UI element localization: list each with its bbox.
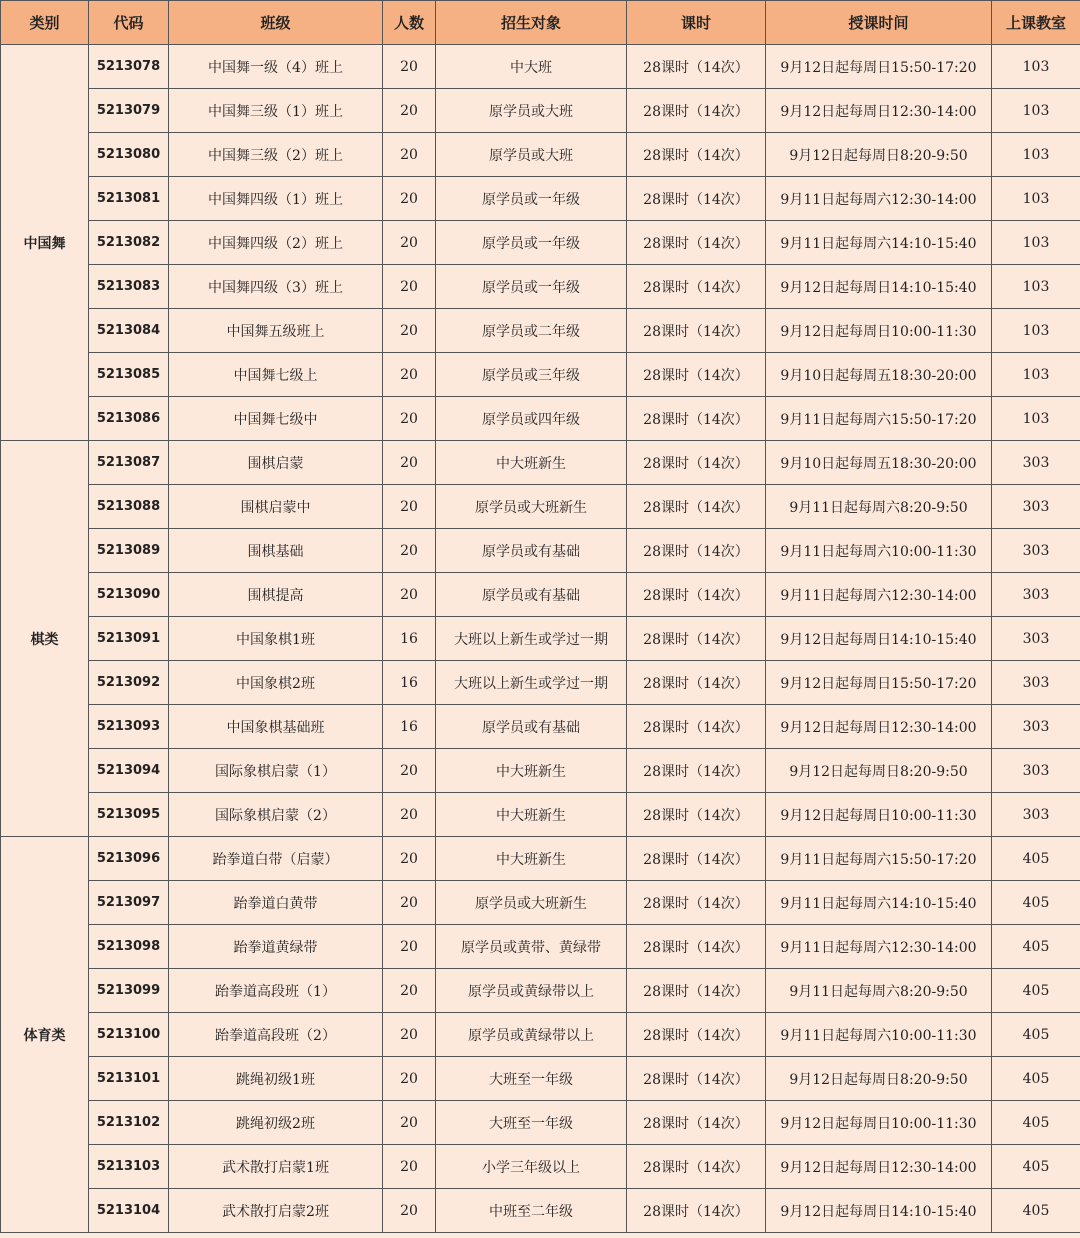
room-cell: 303 [992, 529, 1080, 573]
count-cell: 16 [383, 661, 436, 705]
target-cell: 中大班新生 [436, 441, 627, 485]
target-cell: 原学员或一年级 [436, 177, 627, 221]
code-cell: 5213101 [89, 1057, 169, 1101]
target-cell: 大班以上新生或学过一期 [436, 617, 627, 661]
hours-cell: 28课时（14次） [627, 1189, 766, 1233]
hours-cell: 28课时（14次） [627, 573, 766, 617]
hours-cell: 28课时（14次） [627, 1101, 766, 1145]
class-cell: 中国舞四级（3）班上 [169, 265, 383, 309]
hours-cell: 28课时（14次） [627, 441, 766, 485]
target-cell: 原学员或一年级 [436, 221, 627, 265]
room-cell: 405 [992, 1101, 1080, 1145]
count-cell: 20 [383, 133, 436, 177]
header-room: 上课教室 [992, 1, 1080, 45]
code-cell: 5213095 [89, 793, 169, 837]
class-cell: 围棋基础 [169, 529, 383, 573]
class-cell: 跳绳初级2班 [169, 1101, 383, 1145]
count-cell: 20 [383, 309, 436, 353]
hours-cell: 28课时（14次） [627, 133, 766, 177]
room-cell: 103 [992, 353, 1080, 397]
room-cell: 303 [992, 573, 1080, 617]
time-cell: 9月11日起每周六10:00-11:30 [766, 1013, 992, 1057]
target-cell: 中大班新生 [436, 793, 627, 837]
count-cell: 20 [383, 793, 436, 837]
target-cell: 原学员或有基础 [436, 529, 627, 573]
room-cell: 405 [992, 1189, 1080, 1233]
table-row [1, 1013, 1080, 1057]
hours-cell: 28课时（14次） [627, 265, 766, 309]
room-cell: 103 [992, 221, 1080, 265]
class-cell: 围棋提高 [169, 573, 383, 617]
count-cell: 20 [383, 1189, 436, 1233]
table-row [1, 485, 1080, 529]
time-cell: 9月12日起每周日14:10-15:40 [766, 1189, 992, 1233]
room-cell: 303 [992, 661, 1080, 705]
time-cell: 9月11日起每周六8:20-9:50 [766, 969, 992, 1013]
code-cell: 5213089 [89, 529, 169, 573]
class-cell: 中国舞七级上 [169, 353, 383, 397]
table-row [1, 441, 1080, 485]
count-cell: 20 [383, 529, 436, 573]
table-row [1, 309, 1080, 353]
class-cell: 武术散打启蒙2班 [169, 1189, 383, 1233]
code-cell: 5213087 [89, 441, 169, 485]
time-cell: 9月12日起每周日15:50-17:20 [766, 661, 992, 705]
code-cell: 5213081 [89, 177, 169, 221]
hours-cell: 28课时（14次） [627, 529, 766, 573]
class-cell: 中国舞三级（1）班上 [169, 89, 383, 133]
table-row [1, 1057, 1080, 1101]
hours-cell: 28课时（14次） [627, 221, 766, 265]
hours-cell: 28课时（14次） [627, 309, 766, 353]
table-row [1, 529, 1080, 573]
room-cell: 103 [992, 309, 1080, 353]
code-cell: 5213100 [89, 1013, 169, 1057]
code-cell: 5213099 [89, 969, 169, 1013]
table-row [1, 1101, 1080, 1145]
header-row [1, 1, 1080, 45]
time-cell: 9月12日起每周日14:10-15:40 [766, 617, 992, 661]
target-cell: 原学员或有基础 [436, 573, 627, 617]
hours-cell: 28课时（14次） [627, 1013, 766, 1057]
hours-cell: 28课时（14次） [627, 925, 766, 969]
time-cell: 9月11日起每周六12:30-14:00 [766, 177, 992, 221]
time-cell: 9月12日起每周日8:20-9:50 [766, 749, 992, 793]
count-cell: 16 [383, 617, 436, 661]
hours-cell: 28课时（14次） [627, 177, 766, 221]
table-row [1, 265, 1080, 309]
class-cell: 跆拳道白带（启蒙） [169, 837, 383, 881]
table-row [1, 1189, 1080, 1233]
room-cell: 103 [992, 133, 1080, 177]
time-cell: 9月12日起每周日15:50-17:20 [766, 45, 992, 89]
class-cell: 围棋启蒙 [169, 441, 383, 485]
code-cell: 5213079 [89, 89, 169, 133]
hours-cell: 28课时（14次） [627, 705, 766, 749]
target-cell: 原学员或大班新生 [436, 485, 627, 529]
header-hours: 课时 [627, 1, 766, 45]
count-cell: 20 [383, 397, 436, 441]
category-cell: 中国舞 [1, 45, 89, 441]
count-cell: 20 [383, 177, 436, 221]
code-cell: 5213103 [89, 1145, 169, 1189]
class-cell: 中国象棋基础班 [169, 705, 383, 749]
hours-cell: 28课时（14次） [627, 793, 766, 837]
count-cell: 20 [383, 1101, 436, 1145]
table-row [1, 133, 1080, 177]
room-cell: 405 [992, 925, 1080, 969]
room-cell: 103 [992, 177, 1080, 221]
category-cell: 体育类 [1, 837, 89, 1233]
code-cell: 5213091 [89, 617, 169, 661]
target-cell: 原学员或一年级 [436, 265, 627, 309]
header-time: 授课时间 [766, 1, 992, 45]
class-cell: 中国舞五级班上 [169, 309, 383, 353]
hours-cell: 28课时（14次） [627, 1145, 766, 1189]
target-cell: 大班至一年级 [436, 1101, 627, 1145]
count-cell: 20 [383, 969, 436, 1013]
code-cell: 5213098 [89, 925, 169, 969]
header-code: 代码 [89, 1, 169, 45]
target-cell: 大班至一年级 [436, 1057, 627, 1101]
room-cell: 405 [992, 1057, 1080, 1101]
table-row [1, 925, 1080, 969]
table-row [1, 573, 1080, 617]
target-cell: 原学员或有基础 [436, 705, 627, 749]
count-cell: 20 [383, 1013, 436, 1057]
table-row [1, 45, 1080, 89]
count-cell: 20 [383, 1057, 436, 1101]
count-cell: 20 [383, 837, 436, 881]
code-cell: 5213090 [89, 573, 169, 617]
code-cell: 5213085 [89, 353, 169, 397]
count-cell: 20 [383, 749, 436, 793]
table-row [1, 221, 1080, 265]
time-cell: 9月11日起每周六15:50-17:20 [766, 837, 992, 881]
room-cell: 303 [992, 617, 1080, 661]
class-cell: 中国舞七级中 [169, 397, 383, 441]
category-cell: 棋类 [1, 441, 89, 837]
table-row [1, 837, 1080, 881]
class-cell: 围棋启蒙中 [169, 485, 383, 529]
time-cell: 9月12日起每周日10:00-11:30 [766, 309, 992, 353]
room-cell: 405 [992, 1145, 1080, 1189]
room-cell: 405 [992, 969, 1080, 1013]
target-cell: 小学三年级以上 [436, 1145, 627, 1189]
code-cell: 5213096 [89, 837, 169, 881]
table-row [1, 881, 1080, 925]
room-cell: 103 [992, 89, 1080, 133]
target-cell: 原学员或三年级 [436, 353, 627, 397]
header-target: 招生对象 [436, 1, 627, 45]
code-cell: 5213104 [89, 1189, 169, 1233]
class-cell: 中国舞三级（2）班上 [169, 133, 383, 177]
table-row [1, 617, 1080, 661]
room-cell: 103 [992, 397, 1080, 441]
header-class: 班级 [169, 1, 383, 45]
code-cell: 5213084 [89, 309, 169, 353]
hours-cell: 28课时（14次） [627, 661, 766, 705]
code-cell: 5213102 [89, 1101, 169, 1145]
table-row [1, 353, 1080, 397]
time-cell: 9月12日起每周日8:20-9:50 [766, 1057, 992, 1101]
time-cell: 9月12日起每周日8:20-9:50 [766, 133, 992, 177]
hours-cell: 28课时（14次） [627, 45, 766, 89]
time-cell: 9月11日起每周六14:10-15:40 [766, 881, 992, 925]
count-cell: 20 [383, 45, 436, 89]
hours-cell: 28课时（14次） [627, 397, 766, 441]
time-cell: 9月10日起每周五18:30-20:00 [766, 441, 992, 485]
target-cell: 原学员或四年级 [436, 397, 627, 441]
count-cell: 16 [383, 705, 436, 749]
table-row [1, 177, 1080, 221]
time-cell: 9月11日起每周六10:00-11:30 [766, 529, 992, 573]
count-cell: 20 [383, 221, 436, 265]
room-cell: 103 [992, 45, 1080, 89]
time-cell: 9月12日起每周日12:30-14:00 [766, 89, 992, 133]
count-cell: 20 [383, 89, 436, 133]
table-row [1, 969, 1080, 1013]
room-cell: 303 [992, 749, 1080, 793]
class-cell: 中国舞一级（4）班上 [169, 45, 383, 89]
room-cell: 303 [992, 793, 1080, 837]
room-cell: 103 [992, 265, 1080, 309]
room-cell: 303 [992, 441, 1080, 485]
class-cell: 跆拳道白黄带 [169, 881, 383, 925]
room-cell: 405 [992, 837, 1080, 881]
time-cell: 9月11日起每周六14:10-15:40 [766, 221, 992, 265]
code-cell: 5213086 [89, 397, 169, 441]
time-cell: 9月11日起每周六8:20-9:50 [766, 485, 992, 529]
target-cell: 原学员或黄绿带以上 [436, 1013, 627, 1057]
target-cell: 原学员或大班 [436, 89, 627, 133]
target-cell: 中大班新生 [436, 749, 627, 793]
hours-cell: 28课时（14次） [627, 969, 766, 1013]
class-cell: 武术散打启蒙1班 [169, 1145, 383, 1189]
time-cell: 9月12日起每周日12:30-14:00 [766, 1145, 992, 1189]
time-cell: 9月10日起每周五18:30-20:00 [766, 353, 992, 397]
class-cell: 中国象棋1班 [169, 617, 383, 661]
hours-cell: 28课时（14次） [627, 617, 766, 661]
time-cell: 9月12日起每周日14:10-15:40 [766, 265, 992, 309]
hours-cell: 28课时（14次） [627, 749, 766, 793]
class-cell: 跆拳道高段班（1） [169, 969, 383, 1013]
class-cell: 中国象棋2班 [169, 661, 383, 705]
code-cell: 5213082 [89, 221, 169, 265]
table-row [1, 1145, 1080, 1189]
hours-cell: 28课时（14次） [627, 89, 766, 133]
class-cell: 中国舞四级（2）班上 [169, 221, 383, 265]
count-cell: 20 [383, 265, 436, 309]
time-cell: 9月12日起每周日10:00-11:30 [766, 1101, 992, 1145]
table-row [1, 89, 1080, 133]
count-cell: 20 [383, 485, 436, 529]
code-cell: 5213083 [89, 265, 169, 309]
target-cell: 原学员或大班新生 [436, 881, 627, 925]
target-cell: 中班至二年级 [436, 1189, 627, 1233]
code-cell: 5213094 [89, 749, 169, 793]
hours-cell: 28课时（14次） [627, 1057, 766, 1101]
count-cell: 20 [383, 925, 436, 969]
room-cell: 303 [992, 705, 1080, 749]
target-cell: 原学员或二年级 [436, 309, 627, 353]
count-cell: 20 [383, 1145, 436, 1189]
table-row [1, 397, 1080, 441]
header-category: 类别 [1, 1, 89, 45]
hours-cell: 28课时（14次） [627, 485, 766, 529]
class-cell: 国际象棋启蒙（2） [169, 793, 383, 837]
time-cell: 9月11日起每周六12:30-14:00 [766, 925, 992, 969]
class-cell: 跳绳初级1班 [169, 1057, 383, 1101]
table-row [1, 661, 1080, 705]
hours-cell: 28课时（14次） [627, 881, 766, 925]
code-cell: 5213097 [89, 881, 169, 925]
code-cell: 5213080 [89, 133, 169, 177]
target-cell: 原学员或大班 [436, 133, 627, 177]
hours-cell: 28课时（14次） [627, 837, 766, 881]
table-body [1, 45, 1080, 1233]
target-cell: 中大班 [436, 45, 627, 89]
class-cell: 跆拳道高段班（2） [169, 1013, 383, 1057]
code-cell: 5213092 [89, 661, 169, 705]
target-cell: 中大班新生 [436, 837, 627, 881]
table-row [1, 749, 1080, 793]
code-cell: 5213093 [89, 705, 169, 749]
class-cell: 中国舞四级（1）班上 [169, 177, 383, 221]
target-cell: 原学员或黄绿带以上 [436, 969, 627, 1013]
count-cell: 20 [383, 881, 436, 925]
room-cell: 405 [992, 1013, 1080, 1057]
class-cell: 国际象棋启蒙（1） [169, 749, 383, 793]
time-cell: 9月12日起每周日12:30-14:00 [766, 705, 992, 749]
table-row [1, 793, 1080, 837]
hours-cell: 28课时（14次） [627, 353, 766, 397]
count-cell: 20 [383, 441, 436, 485]
table-row [1, 705, 1080, 749]
header-count: 人数 [383, 1, 436, 45]
code-cell: 5213088 [89, 485, 169, 529]
class-cell: 跆拳道黄绿带 [169, 925, 383, 969]
time-cell: 9月11日起每周六15:50-17:20 [766, 397, 992, 441]
room-cell: 405 [992, 881, 1080, 925]
target-cell: 大班以上新生或学过一期 [436, 661, 627, 705]
code-cell: 5213078 [89, 45, 169, 89]
count-cell: 20 [383, 573, 436, 617]
count-cell: 20 [383, 353, 436, 397]
target-cell: 原学员或黄带、黄绿带 [436, 925, 627, 969]
room-cell: 303 [992, 485, 1080, 529]
time-cell: 9月11日起每周六12:30-14:00 [766, 573, 992, 617]
time-cell: 9月12日起每周日10:00-11:30 [766, 793, 992, 837]
